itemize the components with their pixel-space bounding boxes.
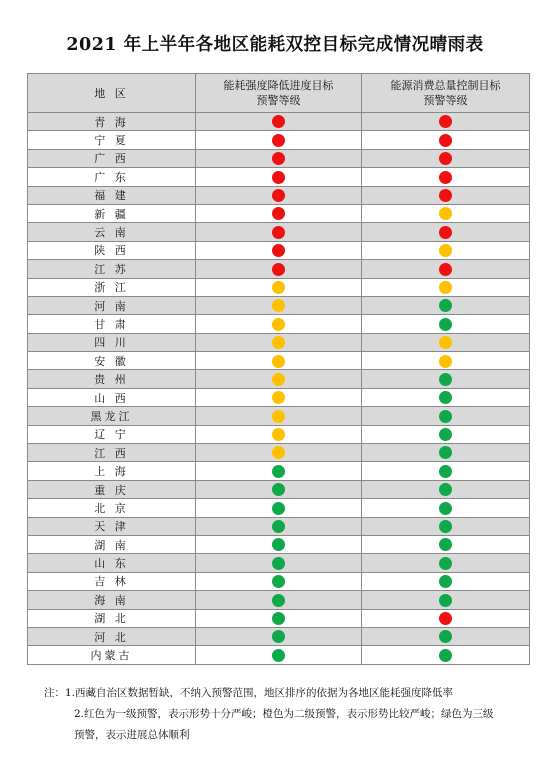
intensity-level-cell: [196, 462, 362, 480]
region-name: 新 疆: [94, 207, 129, 221]
region-name: 海 南: [94, 593, 129, 607]
intensity-level-cell: [196, 388, 362, 406]
green-warning-dot-icon: [272, 520, 285, 533]
region-cell: [28, 425, 196, 443]
notes: [44, 683, 524, 746]
header-intensity-line2: 预警等级: [256, 94, 301, 107]
region-name: 江 苏: [94, 262, 129, 276]
total-level-cell: [362, 609, 530, 627]
orange-warning-dot-icon: [272, 428, 285, 441]
region-cell: [28, 131, 196, 149]
intensity-level-cell: [196, 554, 362, 572]
region-name: 山 东: [94, 557, 129, 571]
warning-table: [27, 73, 530, 665]
green-warning-dot-icon: [439, 483, 452, 496]
note-2-line-2: 预警，表示进展总体顺利: [74, 729, 190, 741]
intensity-level-cell: [196, 480, 362, 498]
orange-warning-dot-icon: [272, 299, 285, 312]
red-warning-dot-icon: [272, 134, 285, 147]
intensity-level-cell: [196, 315, 362, 333]
total-level-cell: [362, 499, 530, 517]
green-warning-dot-icon: [439, 410, 452, 423]
header-total-line2: 预警等级: [423, 94, 468, 107]
green-warning-dot-icon: [272, 594, 285, 607]
region-name: 贵 州: [94, 373, 129, 387]
green-warning-dot-icon: [439, 373, 452, 386]
region-cell: [28, 149, 196, 167]
region-cell: [28, 370, 196, 388]
table-row: [28, 609, 530, 627]
total-level-cell: [362, 591, 530, 609]
table-row: [28, 425, 530, 443]
red-warning-dot-icon: [439, 171, 452, 184]
intensity-level-cell: [196, 646, 362, 664]
header-total: [362, 74, 530, 113]
table-body: [28, 113, 530, 665]
region-name: 安 徽: [94, 354, 129, 368]
total-level-cell: [362, 333, 530, 351]
green-warning-dot-icon: [272, 575, 285, 588]
green-warning-dot-icon: [439, 575, 452, 588]
region-cell: [28, 517, 196, 535]
red-warning-dot-icon: [272, 226, 285, 239]
region-cell: [28, 499, 196, 517]
table-row: [28, 352, 530, 370]
green-warning-dot-icon: [439, 520, 452, 533]
green-warning-dot-icon: [272, 557, 285, 570]
table-row: [28, 646, 530, 664]
orange-warning-dot-icon: [272, 336, 285, 349]
table-row: [28, 499, 530, 517]
orange-warning-dot-icon: [439, 281, 452, 294]
region-cell: [28, 223, 196, 241]
region-name: 重 庆: [94, 483, 129, 497]
total-level-cell: [362, 352, 530, 370]
table-row: [28, 149, 530, 167]
green-warning-dot-icon: [439, 299, 452, 312]
table-row: [28, 260, 530, 278]
green-warning-dot-icon: [439, 502, 452, 515]
red-warning-dot-icon: [272, 115, 285, 128]
intensity-level-cell: [196, 278, 362, 296]
orange-warning-dot-icon: [439, 244, 452, 257]
intensity-level-cell: [196, 241, 362, 259]
total-level-cell: [362, 627, 530, 645]
region-cell: [28, 609, 196, 627]
green-warning-dot-icon: [439, 391, 452, 404]
red-warning-dot-icon: [272, 207, 285, 220]
intensity-level-cell: [196, 333, 362, 351]
note-1: 1.西藏自治区数据暂缺，不纳入预警范围，地区排序的依据为各地区能耗强度降低率: [65, 687, 454, 699]
region-name: 辽 宁: [94, 428, 129, 442]
table-row: [28, 517, 530, 535]
region-name: 山 西: [94, 391, 129, 405]
region-cell: [28, 572, 196, 590]
intensity-level-cell: [196, 535, 362, 553]
intensity-level-cell: [196, 260, 362, 278]
table-row: [28, 480, 530, 498]
table-row: [28, 204, 530, 222]
region-name: 宁 夏: [94, 134, 129, 148]
intensity-level-cell: [196, 407, 362, 425]
region-cell: [28, 241, 196, 259]
orange-warning-dot-icon: [272, 318, 285, 331]
red-warning-dot-icon: [272, 263, 285, 276]
region-cell: [28, 444, 196, 462]
region-name: 内蒙古: [90, 649, 133, 663]
red-warning-dot-icon: [439, 226, 452, 239]
table-row: [28, 315, 530, 333]
green-warning-dot-icon: [439, 465, 452, 478]
green-warning-dot-icon: [439, 318, 452, 331]
table-row: [28, 278, 530, 296]
total-level-cell: [362, 535, 530, 553]
region-name: 广 西: [94, 152, 129, 166]
region-name: 黑龙江: [90, 409, 133, 423]
region-name: 云 南: [94, 226, 129, 240]
green-warning-dot-icon: [439, 594, 452, 607]
total-level-cell: [362, 168, 530, 186]
green-warning-dot-icon: [272, 649, 285, 662]
header-intensity-line1: 能耗强度降低进度目标: [223, 79, 334, 92]
table-row: [28, 407, 530, 425]
total-level-cell: [362, 370, 530, 388]
table-row: [28, 627, 530, 645]
region-name: 上 海: [94, 465, 129, 479]
green-warning-dot-icon: [272, 502, 285, 515]
region-cell: [28, 168, 196, 186]
region-cell: [28, 627, 196, 645]
region-cell: [28, 407, 196, 425]
intensity-level-cell: [196, 296, 362, 314]
total-level-cell: [362, 149, 530, 167]
region-name: 河 北: [94, 630, 129, 644]
region-name: 江 西: [94, 446, 129, 460]
orange-warning-dot-icon: [439, 207, 452, 220]
green-warning-dot-icon: [439, 557, 452, 570]
red-warning-dot-icon: [439, 263, 452, 276]
intensity-level-cell: [196, 591, 362, 609]
table-row: [28, 591, 530, 609]
region-cell: [28, 278, 196, 296]
total-level-cell: [362, 131, 530, 149]
intensity-level-cell: [196, 609, 362, 627]
total-level-cell: [362, 241, 530, 259]
region-cell: [28, 333, 196, 351]
total-level-cell: [362, 260, 530, 278]
region-name: 吉 林: [94, 575, 129, 589]
green-warning-dot-icon: [272, 483, 285, 496]
region-cell: [28, 388, 196, 406]
table-row: [28, 535, 530, 553]
region-cell: [28, 296, 196, 314]
table-row: [28, 572, 530, 590]
region-cell: [28, 260, 196, 278]
region-cell: [28, 480, 196, 498]
total-level-cell: [362, 223, 530, 241]
total-level-cell: [362, 204, 530, 222]
table-row: [28, 462, 530, 480]
region-name: 河 南: [94, 299, 129, 313]
total-level-cell: [362, 186, 530, 204]
intensity-level-cell: [196, 627, 362, 645]
green-warning-dot-icon: [439, 446, 452, 459]
header-intensity: [196, 74, 362, 113]
table-row: [28, 131, 530, 149]
header-region-label: 地 区: [94, 86, 129, 100]
region-cell: [28, 186, 196, 204]
green-warning-dot-icon: [272, 612, 285, 625]
region-name: 湖 北: [94, 612, 129, 626]
total-level-cell: [362, 554, 530, 572]
table-row: [28, 388, 530, 406]
table-row: [28, 370, 530, 388]
region-cell: [28, 113, 196, 131]
note-1-line: [44, 683, 524, 704]
region-name: 四 川: [94, 336, 129, 350]
orange-warning-dot-icon: [272, 391, 285, 404]
header-total-line1: 能源消费总量控制目标: [390, 79, 501, 92]
red-warning-dot-icon: [439, 152, 452, 165]
intensity-level-cell: [196, 186, 362, 204]
note-prefix: 注：: [44, 687, 65, 699]
region-name: 福 建: [94, 189, 129, 203]
region-name: 甘 肃: [94, 317, 129, 331]
region-cell: [28, 462, 196, 480]
region-cell: [28, 554, 196, 572]
intensity-level-cell: [196, 444, 362, 462]
green-warning-dot-icon: [272, 538, 285, 551]
region-name: 天 津: [94, 520, 129, 534]
intensity-level-cell: [196, 204, 362, 222]
intensity-level-cell: [196, 370, 362, 388]
green-warning-dot-icon: [439, 649, 452, 662]
total-level-cell: [362, 444, 530, 462]
table-row: [28, 241, 530, 259]
total-level-cell: [362, 517, 530, 535]
intensity-level-cell: [196, 131, 362, 149]
region-cell: [28, 535, 196, 553]
green-warning-dot-icon: [272, 630, 285, 643]
red-warning-dot-icon: [439, 612, 452, 625]
intensity-level-cell: [196, 168, 362, 186]
orange-warning-dot-icon: [272, 446, 285, 459]
table-row: [28, 444, 530, 462]
intensity-level-cell: [196, 113, 362, 131]
total-level-cell: [362, 480, 530, 498]
total-level-cell: [362, 462, 530, 480]
region-cell: [28, 315, 196, 333]
total-level-cell: [362, 113, 530, 131]
intensity-level-cell: [196, 149, 362, 167]
red-warning-dot-icon: [439, 115, 452, 128]
note-2-line-1: 2.红色为一级预警，表示形势十分严峻；橙色为二级预警，表示形势比较严峻；绿色为三级: [74, 708, 494, 720]
green-warning-dot-icon: [439, 630, 452, 643]
table-row: [28, 113, 530, 131]
total-level-cell: [362, 646, 530, 664]
region-cell: [28, 646, 196, 664]
region-name: 广 东: [94, 170, 129, 184]
orange-warning-dot-icon: [272, 355, 285, 368]
region-cell: [28, 352, 196, 370]
intensity-level-cell: [196, 425, 362, 443]
table-row: [28, 296, 530, 314]
orange-warning-dot-icon: [272, 281, 285, 294]
region-name: 陕 西: [94, 244, 129, 258]
region-name: 北 京: [94, 501, 129, 515]
total-level-cell: [362, 278, 530, 296]
orange-warning-dot-icon: [439, 336, 452, 349]
intensity-level-cell: [196, 499, 362, 517]
intensity-level-cell: [196, 352, 362, 370]
intensity-level-cell: [196, 517, 362, 535]
table-row: [28, 333, 530, 351]
total-level-cell: [362, 425, 530, 443]
region-cell: [28, 204, 196, 222]
region-name: 青 海: [94, 115, 129, 129]
table-header-row: [28, 74, 530, 113]
green-warning-dot-icon: [439, 538, 452, 551]
table-row: [28, 168, 530, 186]
green-warning-dot-icon: [272, 465, 285, 478]
header-region: [28, 74, 196, 113]
red-warning-dot-icon: [439, 134, 452, 147]
intensity-level-cell: [196, 572, 362, 590]
orange-warning-dot-icon: [272, 410, 285, 423]
total-level-cell: [362, 407, 530, 425]
region-name: 湖 南: [94, 538, 129, 552]
table-row: [28, 554, 530, 572]
region-cell: [28, 591, 196, 609]
total-level-cell: [362, 315, 530, 333]
total-level-cell: [362, 572, 530, 590]
red-warning-dot-icon: [272, 244, 285, 257]
red-warning-dot-icon: [439, 189, 452, 202]
total-level-cell: [362, 296, 530, 314]
table-row: [28, 223, 530, 241]
orange-warning-dot-icon: [439, 355, 452, 368]
red-warning-dot-icon: [272, 171, 285, 184]
intensity-level-cell: [196, 223, 362, 241]
page-title: 2021 年上半年各地区能耗双控目标完成情况晴雨表: [66, 35, 484, 55]
red-warning-dot-icon: [272, 189, 285, 202]
green-warning-dot-icon: [439, 428, 452, 441]
red-warning-dot-icon: [272, 152, 285, 165]
total-level-cell: [362, 388, 530, 406]
table-row: [28, 186, 530, 204]
region-name: 浙 江: [94, 281, 129, 295]
orange-warning-dot-icon: [272, 373, 285, 386]
